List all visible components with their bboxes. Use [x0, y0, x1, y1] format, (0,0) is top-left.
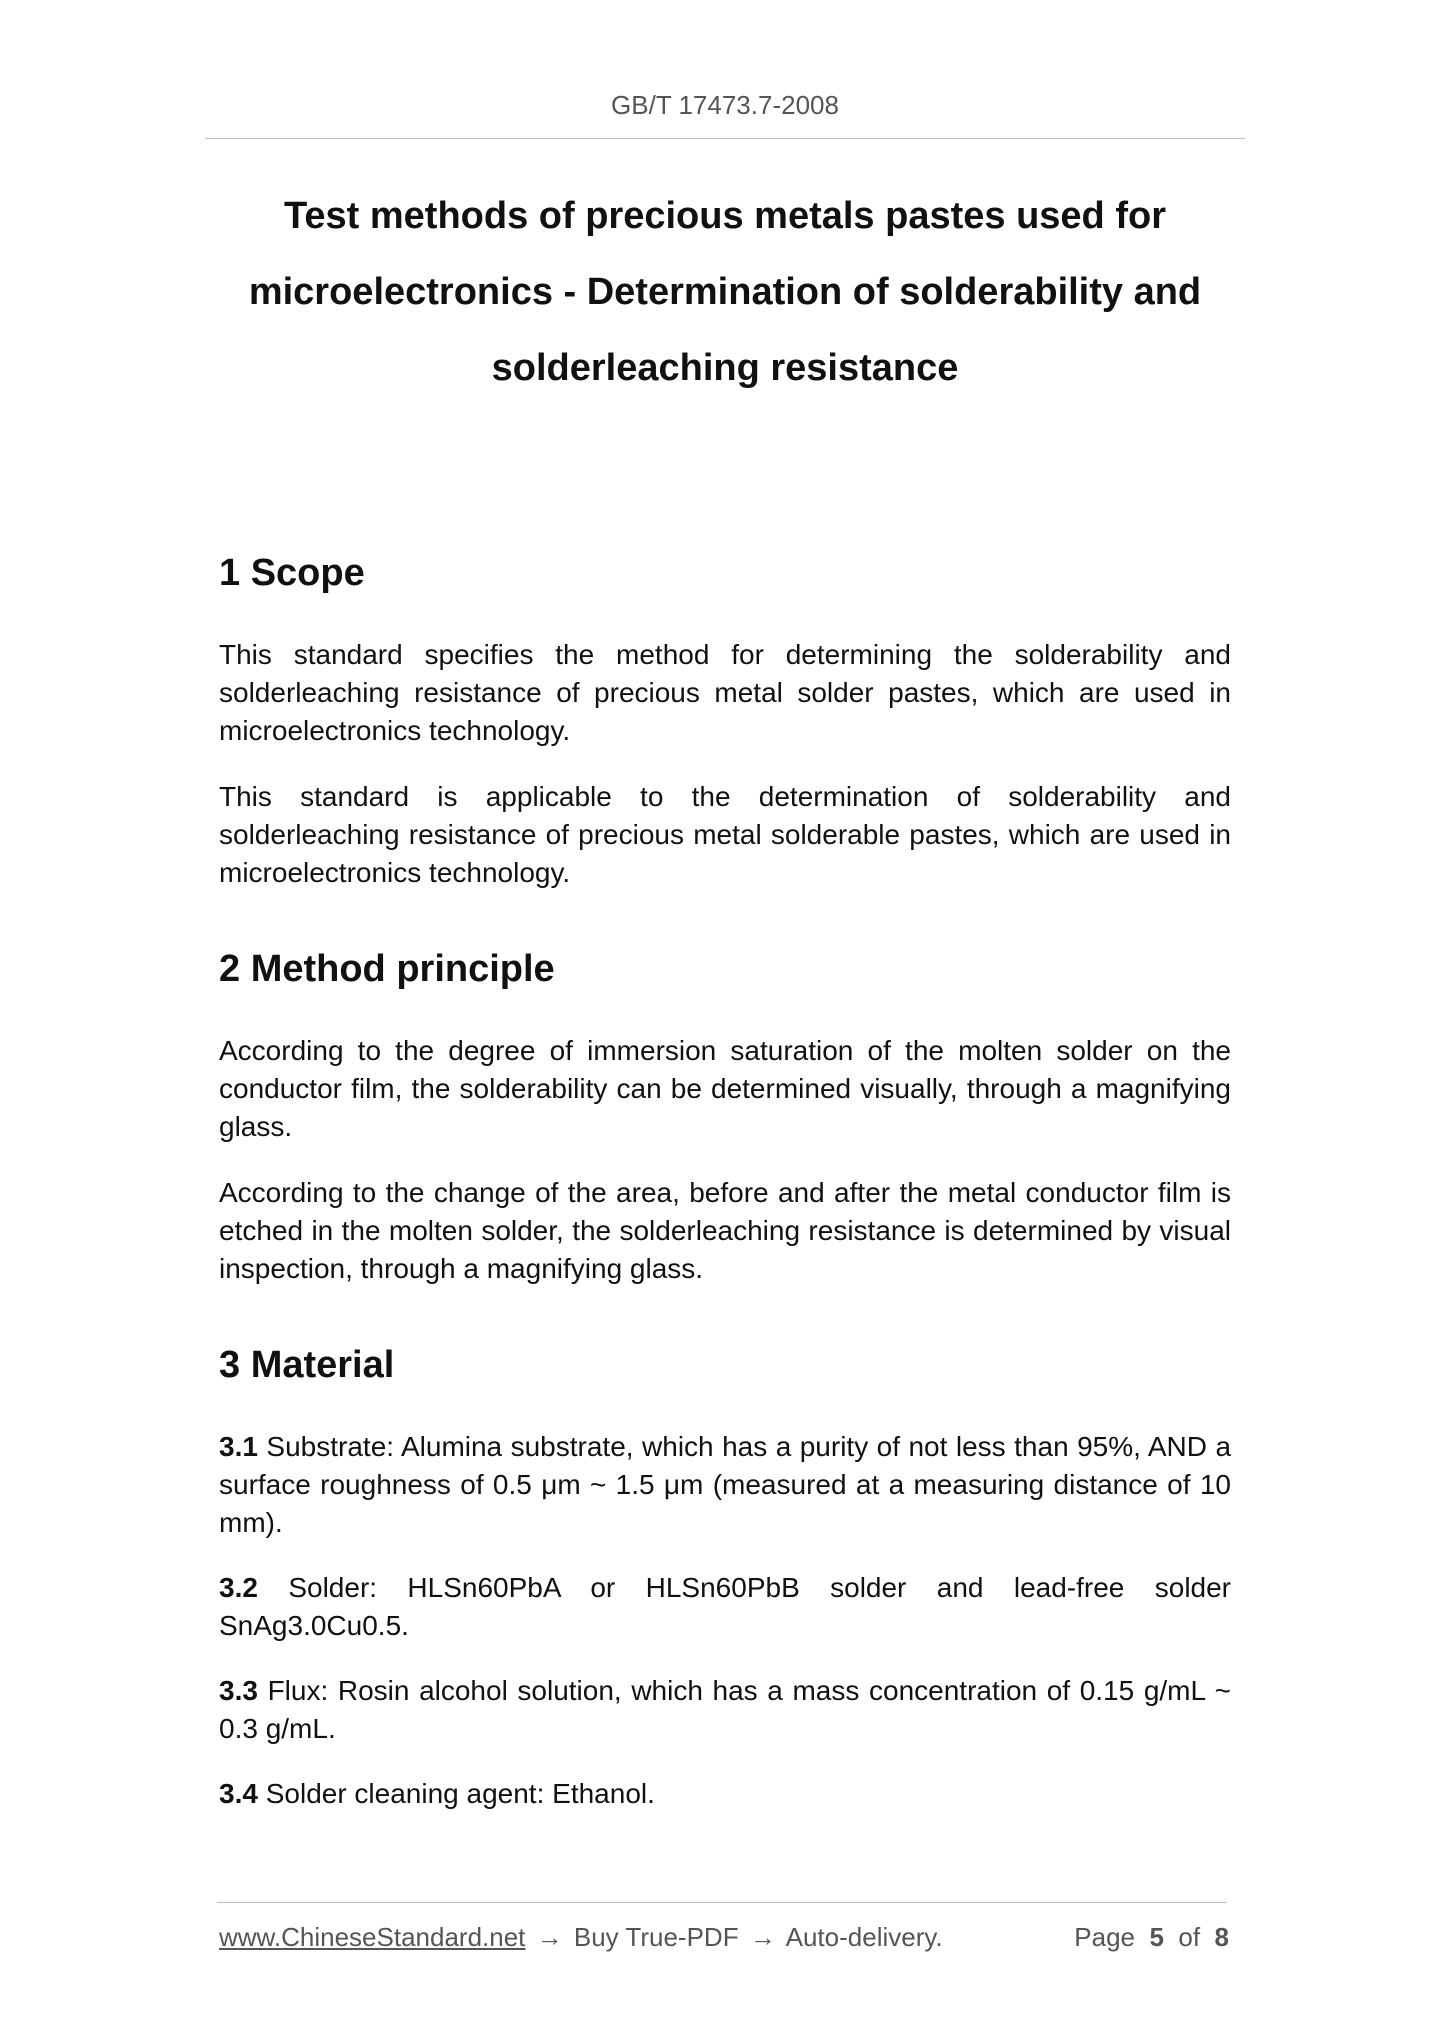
document-title: [205, 178, 1245, 406]
clause-text: Solder cleaning agent: Ethanol.: [265, 1778, 655, 1809]
title-line-3: solderleaching resistance: [491, 347, 959, 389]
section-scope: [219, 540, 1231, 892]
scope-paragraph-1: This standard specifies the method for determining the solderability and solderleaching resistance of precious metal solder pastes, which are used in microelectronics technology.: [219, 639, 1231, 746]
material-item-3-4: [219, 1775, 1231, 1813]
current-page-number: 5: [1149, 1922, 1164, 1952]
principle-paragraph-1: According to the degree of immersion saturation of the molten solder on the conductor film, the solderability can be determined visually, through a magnifying glass.: [219, 1035, 1231, 1142]
section-heading-scope: 1 Scope: [219, 552, 365, 594]
buy-pdf-text: Buy True-PDF: [573, 1922, 739, 1952]
section-material: [219, 1332, 1231, 1813]
total-pages-number: 8: [1214, 1922, 1229, 1952]
clause-number: 3.4: [219, 1778, 258, 1809]
principle-paragraph-2: According to the change of the area, before and after the metal conductor film is etched in the molten solder, the solderleaching resistance is determined by visual inspection, through a magnifying glass.: [219, 1177, 1231, 1284]
clause-text: Flux: Rosin alcohol solution, which has a mass concentration of 0.15 g/mL ~ 0.3 g/mL.: [219, 1675, 1231, 1744]
page-header: [205, 90, 1245, 121]
material-item-3-1: [219, 1428, 1231, 1542]
of-label: of: [1178, 1922, 1201, 1952]
clause-number: 3.2: [219, 1572, 258, 1603]
footer-divider: [217, 1902, 1227, 1903]
standard-code: GB/T 17473.7-2008: [611, 90, 839, 120]
page-number: [1074, 1922, 1229, 1953]
scope-paragraph-2: This standard is applicable to the determination of solderability and solderleaching resistance of precious metal solderable pastes, which are used in microelectronics technology.: [219, 781, 1231, 888]
material-item-3-2: [219, 1569, 1231, 1645]
clause-text: Solder: HLSn60PbA or HLSn60PbB solder and lead-free solder SnAg3.0Cu0.5.: [219, 1572, 1232, 1641]
section-heading-material: 3 Material: [219, 1344, 395, 1386]
header-divider: [205, 138, 1245, 139]
auto-delivery-text: Auto-delivery.: [785, 1922, 943, 1952]
website-link[interactable]: www.ChineseStandard.net: [219, 1922, 526, 1952]
title-line-1: Test methods of precious metals pastes used for: [284, 195, 1166, 237]
section-heading-method-principle: 2 Method principle: [219, 948, 555, 990]
clause-number: 3.1: [219, 1431, 258, 1462]
clause-number: 3.3: [219, 1675, 258, 1706]
document-body: [219, 540, 1231, 1813]
title-line-2: microelectronics - Determination of solderability and: [248, 271, 1202, 313]
arrow-right-icon: →: [536, 1922, 563, 1952]
clause-text: Substrate: Alumina substrate, which has a purity of not less than 95%, AND a surface roughness of 0.5 μm ~ 1.5 μm (measured at a measuring distance of 10 mm).: [219, 1431, 1232, 1538]
arrow-right-icon: →: [749, 1922, 776, 1952]
material-item-3-3: [219, 1672, 1231, 1748]
section-method-principle: [219, 936, 1231, 1288]
footer-promo: [219, 1922, 943, 1953]
page-label: Page: [1074, 1922, 1136, 1952]
